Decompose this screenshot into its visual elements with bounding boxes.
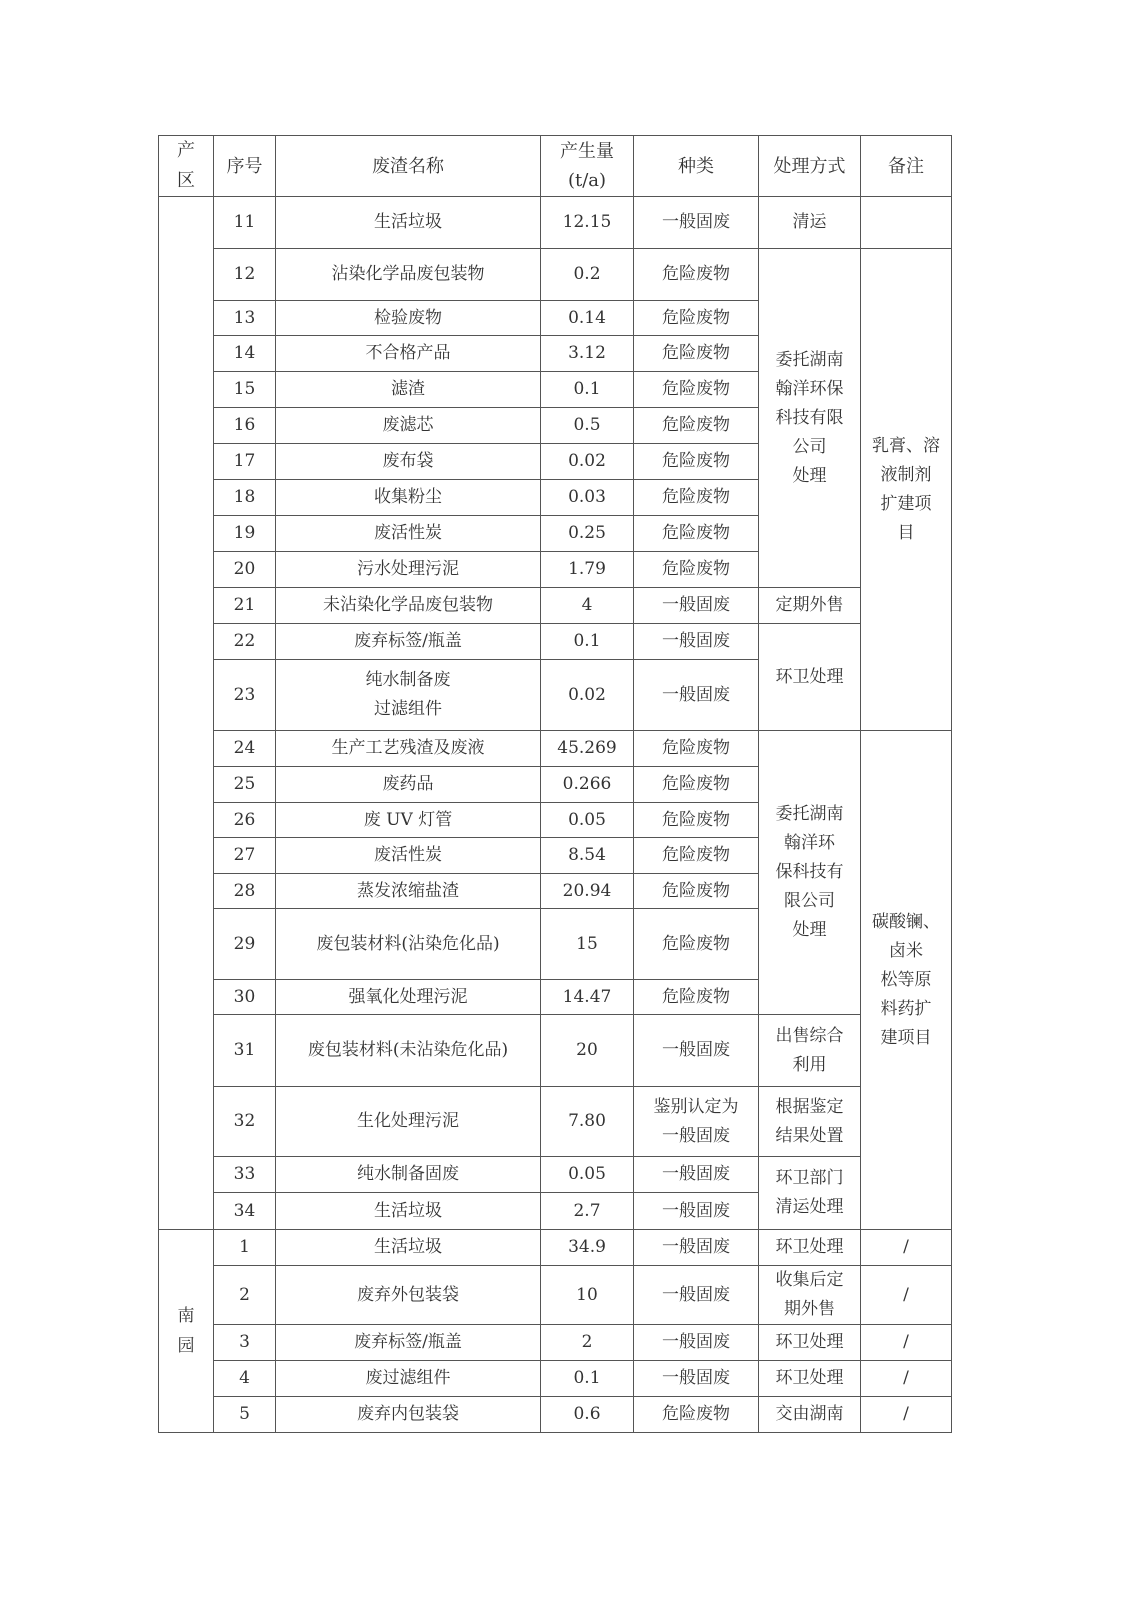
- waste-type-text: 危险废物: [662, 451, 730, 471]
- row-number-text: 14: [233, 343, 256, 363]
- waste-amount-text: 7.80: [568, 1111, 606, 1131]
- disposal-method-text: 委托湖南 翰洋环 保科技有 限公司 处理: [775, 804, 844, 940]
- row-number: [214, 874, 276, 909]
- waste-amount-text: 0.1: [573, 1368, 601, 1388]
- waste-name: [276, 588, 541, 624]
- waste-type-text: 一般固废: [662, 1284, 730, 1305]
- waste-amount-text: 0.266: [562, 774, 612, 794]
- waste-amount: [541, 767, 634, 803]
- waste-name: [276, 1325, 541, 1361]
- row-number: [214, 301, 276, 336]
- row-number: [214, 909, 276, 980]
- row-number: [214, 1015, 276, 1087]
- remark: [861, 1361, 952, 1397]
- remark-text: /: [903, 1237, 909, 1257]
- waste-amount: [541, 838, 634, 874]
- waste-name-text: 废活性炭: [374, 523, 442, 543]
- waste-name: [276, 1230, 541, 1266]
- waste-name: [276, 408, 541, 444]
- disposal-method: [759, 1361, 861, 1397]
- waste-amount-text: 12.15: [562, 212, 612, 232]
- waste-amount: [541, 660, 634, 731]
- waste-amount-text: 0.02: [568, 684, 606, 705]
- remark: [861, 1325, 952, 1361]
- waste-name: [276, 249, 541, 301]
- waste-amount: [541, 1157, 634, 1193]
- waste-name-text: 不合格产品: [365, 343, 451, 363]
- waste-type: [634, 552, 759, 588]
- row-number-text: 16: [233, 415, 256, 435]
- waste-name: [276, 1397, 541, 1433]
- row-number-text: 20: [233, 559, 256, 579]
- waste-type-text: 一般固废: [662, 1164, 730, 1184]
- disposal-method: [759, 197, 861, 249]
- waste-amount-text: 0.6: [573, 1404, 601, 1424]
- waste-type: [634, 516, 759, 552]
- waste-type-text: 鉴别认定为 一般固废: [653, 1096, 739, 1146]
- waste-name-text: 生产工艺残渣及废液: [331, 738, 485, 758]
- header-area-text: 产区: [177, 140, 195, 191]
- row-number: [214, 516, 276, 552]
- waste-type-text: 危险废物: [662, 809, 730, 830]
- waste-amount-text: 45.269: [557, 738, 617, 758]
- table-row: [159, 1325, 952, 1361]
- waste-name: [276, 336, 541, 372]
- waste-amount-text: 0.5: [573, 415, 601, 435]
- waste-type: [634, 480, 759, 516]
- row-number: [214, 444, 276, 480]
- row-number-text: 13: [233, 307, 256, 328]
- table-row: [159, 588, 952, 624]
- waste-name-text: 废滤芯: [382, 415, 434, 435]
- area-cell-text: 南园: [177, 1306, 195, 1356]
- waste-type-text: 一般固废: [662, 1332, 730, 1352]
- waste-name-text: 未沾染化学品废包装物: [323, 595, 493, 615]
- waste-amount: [541, 1193, 634, 1230]
- row-number: [214, 1361, 276, 1397]
- waste-type-text: 一般固废: [662, 631, 730, 651]
- waste-name: [276, 480, 541, 516]
- remark-text: /: [903, 1368, 909, 1388]
- waste-amount: [541, 1087, 634, 1157]
- row-number: [214, 1157, 276, 1193]
- disposal-method-text: 出售综合 利用: [775, 1025, 844, 1075]
- waste-type-text: 一般固废: [662, 1200, 730, 1221]
- row-number-text: 27: [233, 845, 256, 865]
- disposal-method: [759, 1397, 861, 1433]
- waste-name: [276, 803, 541, 838]
- disposal-method: [759, 588, 861, 624]
- row-number-text: 19: [233, 523, 256, 543]
- waste-amount-text: 0.1: [573, 379, 601, 399]
- waste-type: [634, 660, 759, 731]
- waste-amount: [541, 1015, 634, 1087]
- waste-type: [634, 767, 759, 803]
- waste-amount-text: 0.02: [568, 451, 606, 471]
- waste-amount: [541, 1266, 634, 1325]
- waste-type: [634, 838, 759, 874]
- waste-type: [634, 301, 759, 336]
- waste-type: [634, 909, 759, 980]
- waste-name-text: 废药品: [382, 774, 434, 794]
- waste-type: [634, 588, 759, 624]
- row-number-text: 30: [233, 986, 256, 1007]
- waste-name: [276, 660, 541, 731]
- waste-type-text: 危险废物: [662, 559, 730, 579]
- waste-amount-text: 15: [576, 933, 598, 954]
- waste-name: [276, 1157, 541, 1193]
- waste-name-text: 废包装材料(未沾染危化品): [307, 1040, 509, 1060]
- disposal-method: [759, 731, 861, 1015]
- row-number: [214, 1087, 276, 1157]
- waste-amount-text: 2.7: [573, 1200, 601, 1221]
- waste-name: [276, 516, 541, 552]
- waste-amount: [541, 516, 634, 552]
- waste-type: [634, 1087, 759, 1157]
- waste-name: [276, 731, 541, 767]
- header-method: 处理方式: [759, 136, 861, 197]
- waste-amount: [541, 1325, 634, 1361]
- waste-name: [276, 874, 541, 909]
- disposal-method: [759, 1087, 861, 1157]
- waste-type: [634, 249, 759, 301]
- row-number-text: 24: [233, 738, 256, 758]
- row-number: [214, 480, 276, 516]
- waste-name: [276, 552, 541, 588]
- header-row: [159, 136, 952, 197]
- table-row: [159, 1015, 952, 1087]
- waste-name: [276, 767, 541, 803]
- remark-text: /: [903, 1332, 909, 1352]
- waste-type-text: 一般固废: [662, 1237, 730, 1257]
- waste-type-text: 危险废物: [662, 415, 730, 435]
- waste-type: [634, 1325, 759, 1361]
- waste-type-text: 一般固废: [662, 212, 730, 232]
- disposal-method: [759, 1015, 861, 1087]
- waste-amount: [541, 624, 634, 660]
- waste-amount: [541, 909, 634, 980]
- waste-amount-text: 0.05: [568, 809, 606, 830]
- row-number-text: 18: [233, 487, 256, 507]
- waste-type-text: 危险废物: [662, 933, 730, 954]
- row-number-text: 1: [239, 1237, 250, 1257]
- waste-name-text: 沾染化学品废包装物: [331, 264, 485, 284]
- waste-amount: [541, 408, 634, 444]
- waste-name-text: 生化处理污泥: [357, 1111, 459, 1131]
- waste-type: [634, 1397, 759, 1433]
- row-number: [214, 1397, 276, 1433]
- row-number-text: 15: [233, 379, 256, 399]
- waste-amount-text: 0.05: [568, 1164, 606, 1184]
- waste-name-text: 蒸发浓缩盐渣: [357, 880, 459, 901]
- waste-name-text: 废弃标签/瓶盖: [354, 631, 462, 651]
- waste-name-text: 废活性炭: [374, 845, 442, 865]
- header-name: 废渣名称: [276, 136, 541, 197]
- row-number: [214, 660, 276, 731]
- waste-amount: [541, 197, 634, 249]
- waste-type: [634, 444, 759, 480]
- waste-type: [634, 1361, 759, 1397]
- row-number-text: 32: [233, 1111, 256, 1131]
- table-row: [159, 197, 952, 249]
- table-row: [159, 1157, 952, 1193]
- waste-type-text: 危险废物: [662, 379, 730, 399]
- waste-type: [634, 1157, 759, 1193]
- disposal-method-text: 委托湖南 翰洋环保 科技有限 公司 处理: [775, 349, 844, 486]
- table-row: [159, 1361, 952, 1397]
- waste-amount: [541, 1397, 634, 1433]
- row-number: [214, 1193, 276, 1230]
- table-row: [159, 1087, 952, 1157]
- table-row: [159, 249, 952, 301]
- waste-name: [276, 1266, 541, 1325]
- waste-amount-text: 14.47: [562, 986, 612, 1007]
- waste-name-text: 废 UV 灯管: [363, 809, 453, 830]
- waste-type-text: 危险废物: [662, 523, 730, 543]
- waste-name: [276, 1087, 541, 1157]
- remark: [861, 249, 952, 731]
- waste-amount: [541, 588, 634, 624]
- waste-name-text: 收集粉尘: [374, 487, 442, 507]
- waste-type: [634, 197, 759, 249]
- row-number-text: 17: [233, 451, 256, 471]
- waste-amount: [541, 803, 634, 838]
- disposal-method-text: 交由湖南: [775, 1404, 844, 1424]
- waste-amount-text: 4: [581, 595, 593, 615]
- waste-type-text: 危险废物: [662, 264, 730, 284]
- waste-amount: [541, 731, 634, 767]
- waste-type: [634, 980, 759, 1015]
- waste-name-text: 强氧化处理污泥: [348, 986, 468, 1007]
- waste-type-text: 一般固废: [662, 595, 730, 615]
- waste-amount-text: 2: [581, 1332, 593, 1352]
- waste-type-text: 一般固废: [662, 1368, 730, 1388]
- row-number: [214, 1325, 276, 1361]
- waste-name-text: 污水处理污泥: [357, 559, 459, 579]
- row-number: [214, 767, 276, 803]
- waste-type-text: 危险废物: [662, 487, 730, 507]
- waste-type-text: 危险废物: [662, 986, 730, 1007]
- waste-name-text: 废包装材料(沾染危化品): [316, 933, 500, 954]
- waste-amount: [541, 249, 634, 301]
- row-number-text: 4: [239, 1368, 250, 1388]
- waste-name: [276, 1361, 541, 1397]
- waste-name: [276, 301, 541, 336]
- disposal-method: [759, 1157, 861, 1230]
- table-row: [159, 1230, 952, 1266]
- disposal-method-text: 清运: [792, 212, 827, 232]
- waste-amount-text: 8.54: [568, 845, 606, 865]
- disposal-method: [759, 624, 861, 731]
- waste-type: [634, 372, 759, 408]
- table-row: [159, 624, 952, 660]
- remark: [861, 1266, 952, 1325]
- waste-name-text: 生活垃圾: [374, 212, 442, 232]
- waste-name: [276, 444, 541, 480]
- row-number-text: 12: [233, 264, 256, 284]
- area-cell: [159, 197, 214, 1230]
- waste-type-text: 危险废物: [662, 774, 730, 794]
- row-number: [214, 838, 276, 874]
- remark: [861, 731, 952, 1230]
- waste-amount-text: 0.03: [568, 487, 606, 507]
- row-number-text: 5: [239, 1404, 250, 1424]
- row-number-text: 33: [233, 1164, 256, 1184]
- row-number-text: 2: [239, 1284, 250, 1305]
- waste-type-text: 危险废物: [662, 307, 730, 328]
- waste-amount: [541, 336, 634, 372]
- row-number-text: 3: [239, 1332, 250, 1352]
- waste-name-text: 废过滤组件: [365, 1368, 451, 1388]
- waste-amount-text: 0.1: [573, 631, 601, 651]
- waste-name-text: 纯水制备固废: [357, 1164, 459, 1184]
- disposal-method: [759, 1230, 861, 1266]
- waste-amount: [541, 874, 634, 909]
- disposal-method-text: 环卫处理: [775, 666, 844, 687]
- waste-amount-text: 3.12: [568, 343, 606, 363]
- row-number-text: 21: [233, 595, 256, 615]
- remark-text: /: [903, 1404, 909, 1424]
- row-number-text: 25: [233, 774, 256, 794]
- disposal-method-text: 环卫处理: [775, 1332, 844, 1352]
- waste-type-text: 一般固废: [662, 1040, 730, 1060]
- waste-type: [634, 624, 759, 660]
- waste-name: [276, 1015, 541, 1087]
- row-number: [214, 731, 276, 767]
- row-number-text: 28: [233, 880, 256, 901]
- waste-amount-text: 20.94: [562, 880, 612, 901]
- remark: [861, 197, 952, 249]
- waste-amount-text: 0.2: [573, 264, 601, 284]
- disposal-method: [759, 1325, 861, 1361]
- remark-text: 乳膏、溶 液制剂 扩建项 目: [872, 435, 940, 543]
- waste-name: [276, 372, 541, 408]
- waste-amount-text: 10: [576, 1284, 598, 1305]
- row-number: [214, 588, 276, 624]
- waste-type: [634, 874, 759, 909]
- disposal-method-text: 收集后定 期外售: [775, 1270, 844, 1319]
- waste-amount: [541, 372, 634, 408]
- disposal-method-text: 环卫处理: [775, 1237, 844, 1257]
- waste-name-text: 检验废物: [374, 307, 442, 328]
- waste-name: [276, 909, 541, 980]
- disposal-method-text: 环卫处理: [775, 1368, 844, 1388]
- row-number: [214, 336, 276, 372]
- table-row: [159, 1397, 952, 1433]
- row-number: [214, 372, 276, 408]
- row-number: [214, 197, 276, 249]
- waste-name: [276, 1193, 541, 1230]
- waste-type-text: 一般固废: [662, 684, 730, 705]
- disposal-method-text: 根据鉴定 结果处置: [775, 1096, 844, 1146]
- waste-amount-text: 34.9: [568, 1237, 606, 1257]
- waste-type-text: 危险废物: [662, 1404, 730, 1424]
- waste-name-text: 废弃标签/瓶盖: [354, 1332, 462, 1352]
- row-number-text: 11: [233, 212, 256, 232]
- row-number-text: 26: [233, 809, 256, 830]
- disposal-method-text: 定期外售: [775, 595, 844, 615]
- remark: [861, 1397, 952, 1433]
- waste-type: [634, 731, 759, 767]
- waste-amount-text: 20: [576, 1040, 598, 1060]
- area-cell: [159, 1230, 214, 1433]
- waste-amount-text: 0.14: [568, 307, 606, 328]
- waste-type-text: 危险废物: [662, 845, 730, 865]
- waste-type-text: 危险废物: [662, 343, 730, 363]
- waste-type: [634, 336, 759, 372]
- waste-type: [634, 803, 759, 838]
- header-amount: 产生量 (t/a): [541, 136, 634, 197]
- waste-name: [276, 980, 541, 1015]
- waste-type-text: 危险废物: [662, 880, 730, 901]
- row-number: [214, 552, 276, 588]
- row-number: [214, 1266, 276, 1325]
- row-number-text: 22: [233, 631, 256, 651]
- waste-name-text: 滤渣: [391, 379, 425, 399]
- row-number-text: 31: [233, 1040, 256, 1060]
- waste-amount-text: 1.79: [568, 559, 606, 579]
- disposal-method: [759, 1266, 861, 1325]
- waste-table: [158, 135, 952, 1433]
- row-number: [214, 249, 276, 301]
- waste-amount: [541, 1361, 634, 1397]
- row-number: [214, 408, 276, 444]
- waste-amount: [541, 480, 634, 516]
- row-number: [214, 1230, 276, 1266]
- row-number: [214, 803, 276, 838]
- waste-name: [276, 838, 541, 874]
- disposal-method-text: 环卫部门 清运处理: [775, 1168, 844, 1217]
- waste-type: [634, 1015, 759, 1087]
- waste-name: [276, 624, 541, 660]
- waste-name-text: 废弃外包装袋: [357, 1284, 459, 1305]
- waste-name-text: 废弃内包装袋: [357, 1404, 459, 1424]
- remark-text: 碳酸镧、 卤米 松等原 料药扩 建项目: [872, 911, 940, 1048]
- table-row: [159, 731, 952, 767]
- disposal-method: [759, 249, 861, 588]
- waste-name-text: 纯水制备废 过滤组件: [365, 670, 451, 719]
- waste-type: [634, 408, 759, 444]
- header-remark: 备注: [861, 136, 952, 197]
- remark: [861, 1230, 952, 1266]
- remark-text: /: [903, 1284, 909, 1305]
- row-number-text: 34: [233, 1200, 256, 1221]
- row-number-text: 23: [233, 684, 256, 705]
- waste-amount: [541, 980, 634, 1015]
- waste-type: [634, 1230, 759, 1266]
- waste-name-text: 废布袋: [382, 451, 434, 471]
- row-number: [214, 980, 276, 1015]
- waste-amount: [541, 552, 634, 588]
- waste-type: [634, 1193, 759, 1230]
- row-number-text: 29: [233, 933, 256, 954]
- waste-type-text: 危险废物: [662, 738, 730, 758]
- header-no: 序号: [214, 136, 276, 197]
- waste-amount: [541, 301, 634, 336]
- waste-type: [634, 1266, 759, 1325]
- row-number: [214, 624, 276, 660]
- waste-name-text: 生活垃圾: [374, 1200, 442, 1221]
- waste-name: [276, 197, 541, 249]
- waste-amount: [541, 444, 634, 480]
- waste-amount: [541, 1230, 634, 1266]
- header-type: 种类: [634, 136, 759, 197]
- waste-name-text: 生活垃圾: [374, 1237, 442, 1257]
- header-area: [159, 136, 214, 197]
- table-row: [159, 1266, 952, 1325]
- waste-amount-text: 0.25: [568, 523, 606, 543]
